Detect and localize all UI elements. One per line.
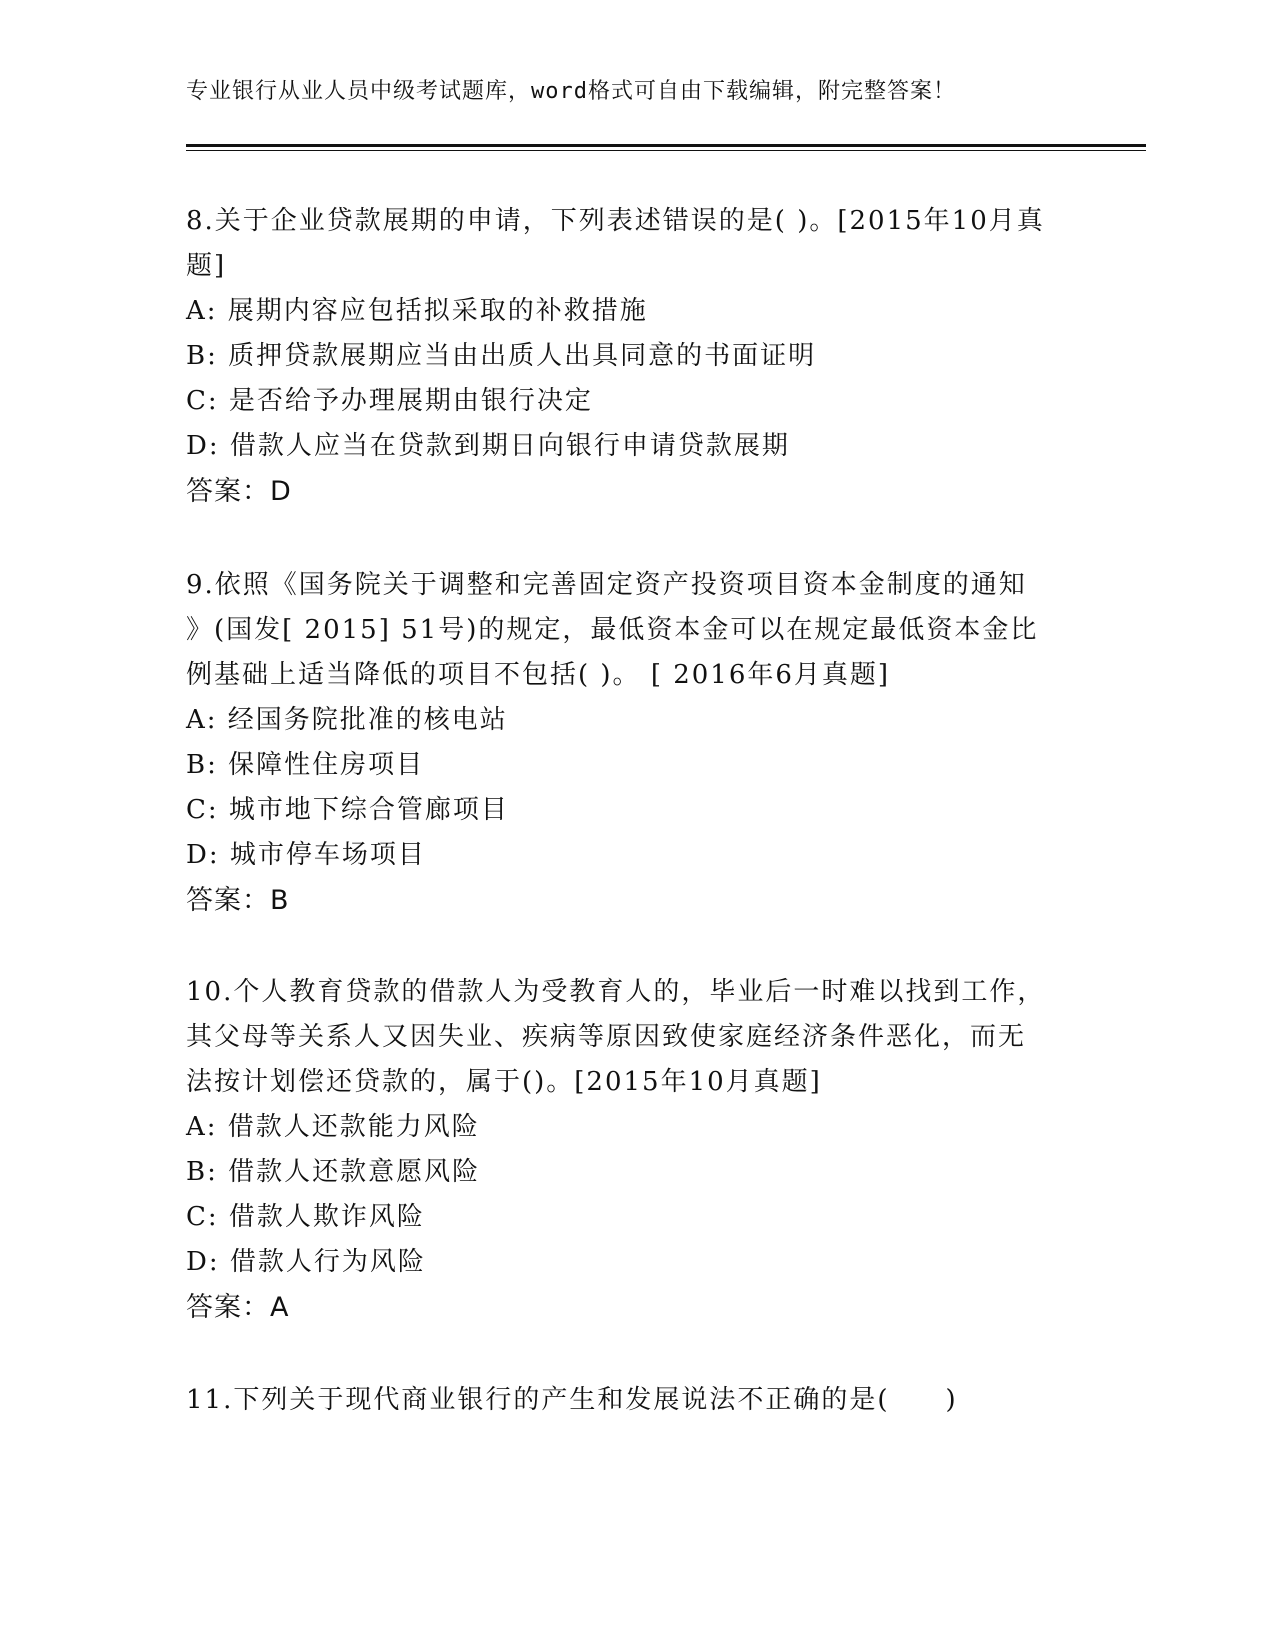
question-stem-line: 题]	[186, 251, 227, 281]
header-rule-thick	[186, 144, 1146, 147]
option-d: D: 借款人行为风险	[186, 1247, 426, 1277]
option-c: C: 借款人欺诈风险	[186, 1202, 425, 1232]
option-b: B: 质押贷款展期应当由出质人出具同意的书面证明	[186, 341, 817, 371]
question-8	[186, 199, 1086, 514]
question-10	[186, 970, 1086, 1330]
question-stem-line: 》(国发[ 2015] 51号)的规定，最低资本金可以在规定最低资本金比	[186, 615, 1039, 645]
question-11	[186, 1378, 1086, 1423]
question-stem-line: 10.个人教育贷款的借款人为受教育人的，毕业后一时难以找到工作，	[186, 977, 1046, 1007]
question-stem-line: 9.依照《国务院关于调整和完善固定资产投资项目资本金制度的通知	[186, 570, 1027, 600]
option-a: A: 展期内容应包括拟采取的补救措施	[186, 296, 648, 326]
question-stem-line: 其父母等关系人又因失业、疾病等原因致使家庭经济条件恶化，而无	[186, 1022, 1027, 1052]
option-b: B: 保障性住房项目	[186, 750, 425, 780]
question-stem-line: 8.关于企业贷款展期的申请，下列表述错误的是( )。[2015年10月真	[186, 206, 1045, 236]
answer: 答案：D	[186, 476, 292, 507]
option-a: A: 借款人还款能力风险	[186, 1112, 480, 1142]
option-c: C: 城市地下综合管廊项目	[186, 795, 509, 825]
option-d: D: 城市停车场项目	[186, 840, 426, 870]
answer: 答案：B	[186, 885, 290, 916]
question-stem-line: 法按计划偿还贷款的，属于()。[2015年10月真题]	[186, 1067, 822, 1097]
question-stem-line: 11.下列关于现代商业银行的产生和发展说法不正确的是( )	[186, 1385, 958, 1415]
option-d: D: 借款人应当在贷款到期日向银行申请贷款展期	[186, 431, 790, 461]
question-9	[186, 563, 1086, 923]
answer: 答案：A	[186, 1292, 290, 1323]
option-a: A: 经国务院批准的核电站	[186, 705, 508, 735]
page-header: 专业银行从业人员中级考试题库，word格式可自由下载编辑，附完整答案！	[186, 79, 956, 104]
header-rule-thin	[186, 150, 1146, 151]
question-stem-line: 例基础上适当降低的项目不包括( )。 [ 2016年6月真题]	[186, 660, 891, 690]
option-c: C: 是否给予办理展期由银行决定	[186, 386, 593, 416]
option-b: B: 借款人还款意愿风险	[186, 1157, 481, 1187]
